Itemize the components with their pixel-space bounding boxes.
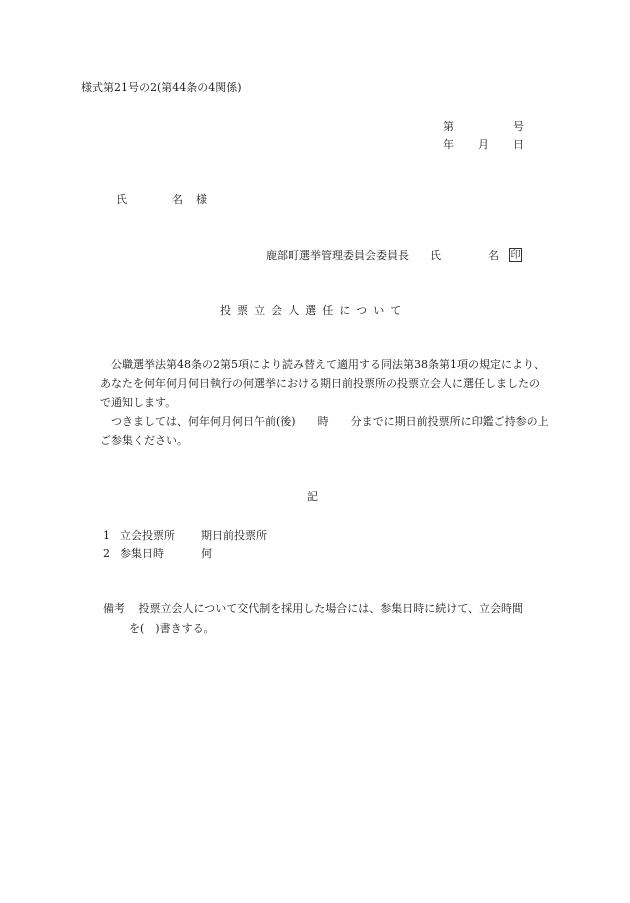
sender-title: 鹿部町選挙管理委員会委員長	[266, 249, 409, 262]
paragraph-2-text: つきましては、何年何月何日午前(後) 時 分までに期日前投票所に印鑑ご持参の上ご参集ください。	[100, 415, 549, 447]
date-month: 月	[478, 138, 489, 151]
document-title: 投票立会人選任について	[220, 304, 408, 317]
remark-line	[103, 603, 523, 614]
remark-continuation: を( )書きする。	[129, 622, 215, 635]
item-number: 2	[103, 547, 110, 560]
sender-given: 名	[488, 249, 499, 262]
item-label: 参集日時	[120, 547, 164, 560]
body-paragraph-1	[100, 355, 550, 412]
remark-text: 投票立会人について交代制を採用した場合には、参集日時に続けて、立会時間	[138, 602, 524, 615]
seal-stamp: 印	[510, 250, 521, 261]
form-reference: 様式第21号の2(第44条の4関係)	[81, 81, 242, 94]
number-prefix: 第	[443, 120, 454, 133]
ki-heading: 記	[307, 490, 318, 503]
date-day: 日	[513, 138, 524, 151]
item-value: 何	[201, 547, 212, 560]
addressee-honorific: 様	[196, 193, 207, 206]
date-year: 年	[443, 138, 454, 151]
sender-surname: 氏	[430, 249, 441, 262]
item-value: 期日前投票所	[201, 529, 267, 542]
remark-label: 備考	[103, 602, 125, 615]
addressee-surname: 氏	[116, 193, 127, 206]
item-label: 立会投票所	[120, 529, 175, 542]
paragraph-1-text: 公職選挙法第48条の2第5項により読み替えて適用する同法第38条第1項の規定により、あなたを何年何月何日執行の何選挙における期日前投票所の投票立会人に選任しましたので通知します。	[100, 358, 545, 409]
item-number: 1	[103, 529, 110, 542]
number-suffix: 号	[513, 120, 524, 133]
body-paragraph-2	[100, 412, 550, 450]
addressee-given: 名	[172, 193, 183, 206]
